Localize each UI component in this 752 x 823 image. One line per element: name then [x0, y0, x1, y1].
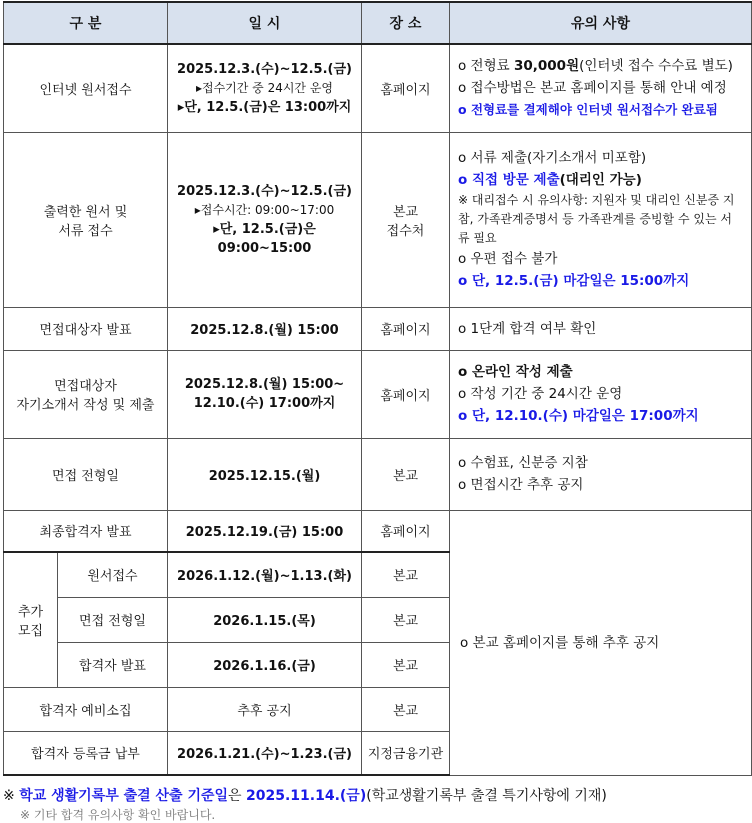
date-extra-apply: 2026.1.12.(월)~1.13.(화)	[168, 552, 362, 597]
category-extra-apply: 원서접수	[58, 552, 168, 597]
date-interview: 2025.12.15.(월)	[168, 438, 362, 510]
group-line: 추가	[17, 604, 44, 620]
note-highlight: o 전형료를 결제해야 인터넷 원서접수가 완료됨	[458, 102, 718, 118]
date-sub: ▸단, 12.5.(금)은 09:00~15:00	[213, 221, 316, 256]
note	[458, 169, 743, 191]
place-final: 홈페이지	[362, 510, 450, 552]
category-fee: 합격자 등록금 납부	[4, 731, 168, 775]
row-interview	[4, 438, 752, 510]
note: o 서류 제출(자기소개서 미포함)	[458, 150, 647, 166]
category-final: 최종합격자 발표	[4, 510, 168, 552]
category-internet: 인터넷 원서접수	[4, 44, 168, 132]
date-line: 12.10.(수) 17:00까지	[193, 396, 336, 411]
category-line: 출력한 원서 및	[43, 204, 128, 220]
proxy-notice: ※ 대리접수 시 유의사항: 지원자 및 대리인 신분증 지참, 가족관계증명서 등 가족관계를 증빙할 수 있는 서류 필요	[458, 193, 735, 245]
fee-amount: 30,000원	[513, 58, 580, 75]
category-reserve: 합격자 예비소집	[4, 687, 168, 731]
row-essay	[4, 350, 752, 438]
category-line: 서류 접수	[58, 223, 113, 239]
attendance-footnote	[3, 785, 607, 805]
notes-internet	[450, 44, 752, 132]
note-highlight: o 단, 12.10.(수) 마감일은 17:00까지	[458, 408, 699, 424]
note-text: o 전형료	[458, 58, 514, 75]
date-sub: ▸접수기간 중 24시간 운영	[195, 80, 334, 95]
note: o 작성 기간 중 24시간 운영	[458, 386, 623, 402]
notes-interview-list: o 1단계 합격 여부 확인	[450, 307, 752, 350]
date-internet	[168, 44, 362, 132]
date-sub: ▸단, 12.5.(금)은 13:00까지	[177, 99, 352, 115]
date-extra-interview: 2026.1.15.(목)	[168, 597, 362, 642]
place-printed	[362, 132, 450, 307]
category-essay	[4, 350, 168, 438]
category-line: 면접대상자	[54, 379, 117, 394]
date-final: 2025.12.19.(금) 15:00	[168, 510, 362, 552]
header-date: 일 시	[168, 2, 362, 44]
footnote-mark: ※	[3, 788, 20, 804]
date-extra-result: 2026.1.16.(금)	[168, 642, 362, 687]
note: o 면접시간 추후 공지	[458, 477, 584, 493]
date-essay	[168, 350, 362, 438]
note	[458, 55, 743, 77]
date-main: 2025.12.3.(수)~12.5.(금)	[177, 183, 352, 199]
place-line: 본교	[392, 204, 419, 220]
row-printed	[4, 132, 752, 307]
note-text: (인터넷 접수 수수료 별도)	[579, 58, 733, 75]
date-line: 2025.12.8.(월) 15:00~	[184, 377, 345, 392]
footnote-cut-line: ※ 기타 합격 유의사항 확인 바랍니다.	[20, 808, 216, 822]
place-essay: 홈페이지	[362, 350, 450, 438]
date-main: 2025.12.3.(수)~12.5.(금)	[177, 61, 352, 77]
notes-interview	[450, 438, 752, 510]
row-interview-list	[4, 307, 752, 350]
header-place: 장 소	[362, 2, 450, 44]
date-fee: 2026.1.21.(수)~1.23.(금)	[168, 731, 362, 775]
place-interview-list: 홈페이지	[362, 307, 450, 350]
place-extra-result: 본교	[362, 642, 450, 687]
date-printed	[168, 132, 362, 307]
place-extra-apply: 본교	[362, 552, 450, 597]
category-extra-result: 합격자 발표	[58, 642, 168, 687]
group-line: 모집	[17, 623, 44, 639]
note-highlight: o 직접 방문 제출	[458, 172, 560, 188]
place-extra-interview: 본교	[362, 597, 450, 642]
date-sub: ▸접수시간: 09:00~17:00	[194, 202, 335, 217]
date-reserve: 추후 공지	[168, 687, 362, 731]
place-reserve: 본교	[362, 687, 450, 731]
note: o 접수방법은 본교 홈페이지를 통해 안내 예정	[458, 80, 727, 97]
category-printed	[4, 132, 168, 307]
category-extra-group	[4, 552, 58, 687]
notes-essay	[450, 350, 752, 438]
place-interview: 본교	[362, 438, 450, 510]
note: o 온라인 작성 제출	[458, 364, 573, 380]
header-category: 구 분	[4, 2, 168, 44]
category-line: 자기소개서 작성 및 제출	[16, 398, 155, 413]
header-row	[4, 2, 752, 44]
note-text: (대리인 가능)	[559, 172, 642, 188]
admission-schedule-table	[3, 1, 752, 776]
footnote-highlight: 학교 생활기록부 출결 산출 기준일	[19, 788, 229, 804]
row-internet	[4, 44, 752, 132]
note: o 우편 접수 불가	[458, 251, 558, 267]
note: o 수험표, 신분증 지참	[458, 455, 588, 471]
footnote-text: (학교생활기록부 출결 특기사항에 기재)	[366, 788, 607, 804]
notes-printed	[450, 132, 752, 307]
category-extra-interview: 면접 전형일	[58, 597, 168, 642]
footnote-date: 2025.11.14.(금)	[246, 788, 367, 804]
place-fee: 지정금융기관	[362, 731, 450, 775]
category-interview-list: 면접대상자 발표	[4, 307, 168, 350]
category-interview: 면접 전형일	[4, 438, 168, 510]
place-line: 접수처	[386, 223, 425, 239]
row-final	[4, 510, 752, 552]
footnote-text: 은	[228, 788, 247, 804]
place-internet: 홈페이지	[362, 44, 450, 132]
note-highlight: o 단, 12.5.(금) 마감일은 15:00까지	[458, 273, 690, 289]
notes-extra: o 본교 홈페이지를 통해 추후 공지	[450, 510, 752, 775]
date-interview-list: 2025.12.8.(월) 15:00	[168, 307, 362, 350]
header-notes: 유의 사항	[450, 2, 752, 44]
